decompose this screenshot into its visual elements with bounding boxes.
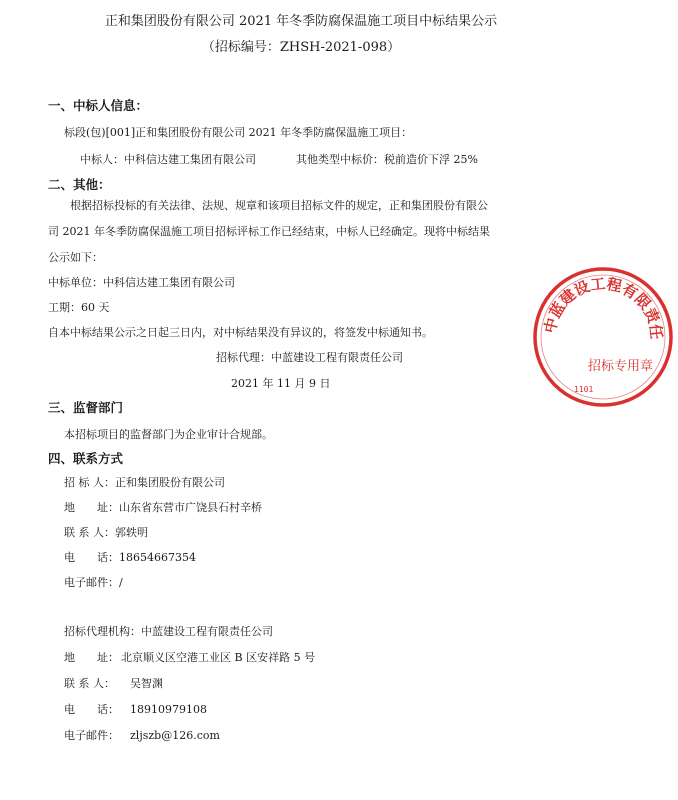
document-title: 正和集团股份有限公司 2021 年冬季防腐保温施工项目中标结果公示 — [104, 14, 498, 29]
section-heading-supervision: 三、监督部门 — [48, 400, 124, 415]
agency-email-label: 电子邮件： — [64, 729, 119, 742]
objection-notice: 自本中标结果公示之日起三日内，对中标结果没有异议的，将签发中标通知书。 — [48, 326, 433, 339]
agency-contact-label: 联 系 人： — [64, 677, 115, 690]
email-label: 电子邮件： — [64, 576, 119, 589]
tenderer-row — [64, 474, 225, 490]
winner-name: 中标人：中科信达建工集团有限公司 — [80, 153, 256, 166]
agency-address-label: 地 址： — [64, 651, 119, 664]
winning-price: 其他类型中标价：税前造价下浮 25% — [296, 153, 478, 166]
phone-label: 电 话： — [64, 551, 119, 564]
agency-address-value: 北京顺义区空港工业区 B 区安祥路 5 号 — [121, 651, 316, 664]
phone-value: 18654667354 — [119, 551, 196, 564]
agency-email-row — [64, 727, 220, 743]
tenderer-address-row — [64, 499, 262, 515]
address-label: 地 址： — [64, 501, 119, 514]
construction-period: 工期：60 天 — [48, 301, 110, 314]
supervision-department: 本招标项目的监督部门为企业审计合规部。 — [64, 428, 273, 441]
agency-phone-label: 电 话： — [64, 703, 119, 716]
tenderer-contact-row — [64, 524, 148, 540]
agency-value: 中蓝建设工程有限责任公司 — [141, 625, 273, 638]
tender-number: （招标编号：ZHSH-2021-098） — [201, 40, 401, 55]
announcement-paragraph: 根据招标投标的有关法律、法规、规章和该项目招标文件的规定，正和集团股份有限公司 2021 年冬季防腐保温施工项目招标评标工作已经结束，中标人已经确定。现将中标结果公示如下： — [48, 199, 490, 264]
section-heading-contact: 四、联系方式 — [48, 451, 124, 466]
tenderer-value: 正和集团股份有限公司 — [115, 476, 225, 489]
seal-code: 1101 — [574, 385, 594, 394]
section-heading-other: 二、其他： — [48, 177, 111, 192]
winning-unit: 中标单位：中科信达建工集团有限公司 — [48, 276, 235, 289]
lot-description: 标段(包)[001]正和集团股份有限公司 2021 年冬季防腐保温施工项目： — [64, 126, 413, 139]
seal-graphic — [528, 262, 678, 412]
agency-email-value: zljszb@126.com — [130, 729, 220, 742]
seal-arc-text: 中蓝建设工程有限责任 — [540, 274, 666, 341]
agency-label: 招标代理机构： — [64, 625, 141, 638]
tenderer-email-row — [64, 574, 123, 590]
contact-label: 联 系 人： — [64, 526, 115, 539]
tender-agent-signature: 招标代理：中蓝建设工程有限责任公司 — [216, 351, 403, 364]
agency-phone-row — [64, 701, 207, 717]
agency-contact-value: 吴智渊 — [130, 677, 163, 690]
tenderer-label: 招 标 人： — [64, 476, 115, 489]
section-heading-winner-info: 一、中标人信息： — [48, 98, 149, 113]
announcement-date: 2021 年 11 月 9 日 — [231, 377, 331, 390]
agency-contact-row — [64, 675, 163, 691]
agency-phone-value: 18910979108 — [130, 703, 207, 716]
seal-center-text: 招标专用章 — [588, 359, 654, 374]
contact-value: 郭轶明 — [115, 526, 148, 539]
company-seal-stamp — [528, 262, 678, 412]
agency-address-row — [64, 649, 315, 665]
address-value: 山东省东营市广饶县石村辛桥 — [119, 501, 262, 514]
email-value: / — [119, 576, 123, 589]
tenderer-phone-row — [64, 549, 196, 565]
agency-row — [64, 623, 273, 639]
